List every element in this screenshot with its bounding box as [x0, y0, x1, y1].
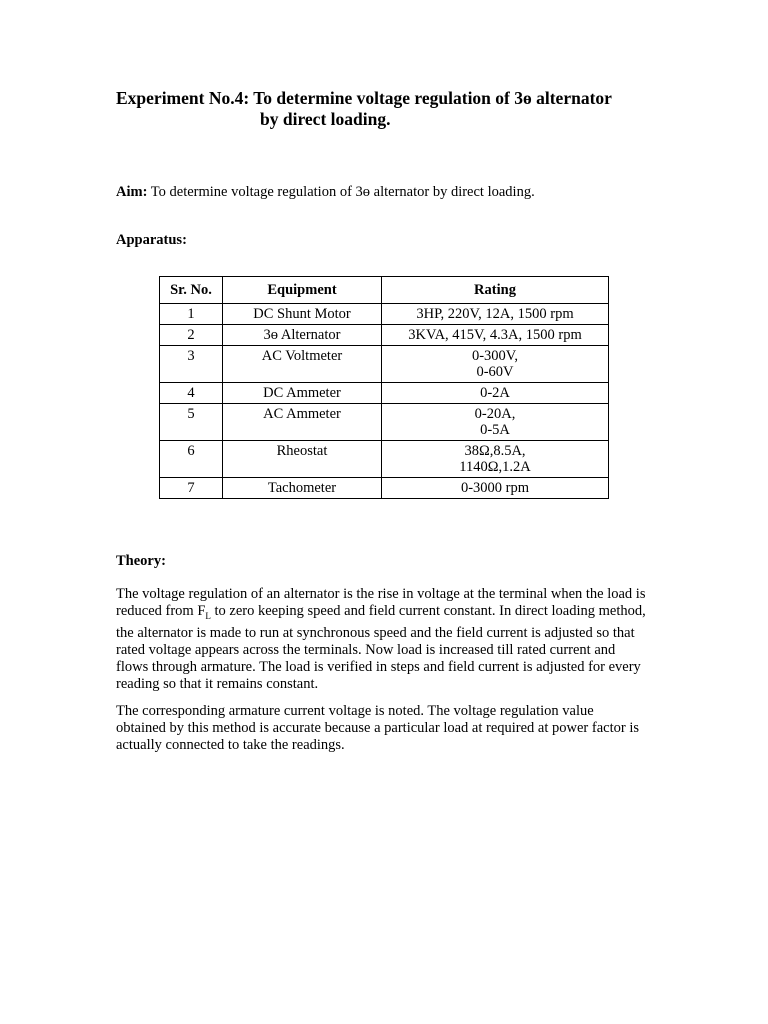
- experiment-title: [116, 88, 676, 130]
- header-equipment: Equipment: [223, 277, 382, 304]
- rating-line: 0-300V,: [471, 348, 519, 364]
- cell-sr-no: 4: [160, 383, 223, 404]
- apparatus-table: [159, 276, 609, 499]
- table-body: [160, 304, 609, 499]
- cell-rating: [382, 346, 609, 383]
- title-line-2: by direct loading.: [260, 109, 391, 129]
- rating-line: 3KVA, 415V, 4.3A, 1500 rpm: [408, 327, 582, 343]
- cell-rating: [382, 441, 609, 478]
- theory-p1-start: The voltage regulation of an alternator is the rise in voltage at the terminal when the load is reduced from F: [116, 586, 646, 619]
- aim-text: To determine voltage regulation of 3ɵ alternator by direct loading.: [147, 184, 535, 200]
- cell-sr-no: 7: [160, 478, 223, 499]
- theory-paragraph-1: [116, 586, 646, 693]
- cell-equipment: DC Shunt Motor: [223, 304, 382, 325]
- table-row: [160, 325, 609, 346]
- table-header-row: [160, 277, 609, 304]
- table-row: [160, 404, 609, 441]
- table-row: [160, 441, 609, 478]
- rating-line: 0-5A: [480, 422, 510, 438]
- cell-sr-no: 2: [160, 325, 223, 346]
- cell-rating: [382, 383, 609, 404]
- rating-line: 0-20A,: [474, 406, 516, 422]
- table-row: [160, 304, 609, 325]
- aim-label: Aim:: [116, 184, 148, 200]
- rating-line: 0-2A: [480, 385, 510, 401]
- rating-line: 0-3000 rpm: [460, 480, 530, 496]
- apparatus-heading: Apparatus:: [116, 232, 187, 248]
- rating-line: 38Ω,8.5A,: [464, 443, 526, 459]
- title-line-1: Experiment No.4: To determine voltage regulation of 3ɵ alternator: [116, 88, 612, 108]
- cell-equipment: Rheostat: [223, 441, 382, 478]
- rating-line: 0-60V: [476, 364, 514, 380]
- cell-equipment: DC Ammeter: [223, 383, 382, 404]
- cell-sr-no: 1: [160, 304, 223, 325]
- cell-rating: [382, 478, 609, 499]
- cell-sr-no: 6: [160, 441, 223, 478]
- cell-equipment: AC Ammeter: [223, 404, 382, 441]
- cell-rating: [382, 325, 609, 346]
- header-rating: Rating: [382, 277, 609, 304]
- theory-paragraph-2: The corresponding armature current voltage is noted. The voltage regulation value obtained by this method is accurate because a particular load at required at power factor is actually connected to take the readings.: [116, 703, 639, 753]
- theory-p1-subscript: L: [205, 610, 211, 621]
- cell-rating: [382, 404, 609, 441]
- cell-equipment: AC Voltmeter: [223, 346, 382, 383]
- table-row: [160, 478, 609, 499]
- cell-sr-no: 5: [160, 404, 223, 441]
- cell-equipment: 3ɵ Alternator: [223, 325, 382, 346]
- cell-equipment: Tachometer: [223, 478, 382, 499]
- table-row: [160, 346, 609, 383]
- cell-sr-no: 3: [160, 346, 223, 383]
- cell-rating: [382, 304, 609, 325]
- rating-line: 3HP, 220V, 12A, 1500 rpm: [416, 306, 574, 322]
- aim-paragraph: [116, 184, 535, 201]
- rating-line: 1140Ω,1.2A: [459, 459, 531, 475]
- table-row: [160, 383, 609, 404]
- theory-heading: Theory:: [116, 553, 166, 569]
- theory-p1-end: to zero keeping speed and field current constant. In direct loading method, the alternator is made to run at synchronous speed and the field current is adjusted so that rated voltage appears across the terminals. Now load is increased till rated current and flows through armature. The load is verified in steps and field current is adjusted for every reading so that it remains constant.: [116, 603, 646, 692]
- header-sr-no: Sr. No.: [160, 277, 223, 304]
